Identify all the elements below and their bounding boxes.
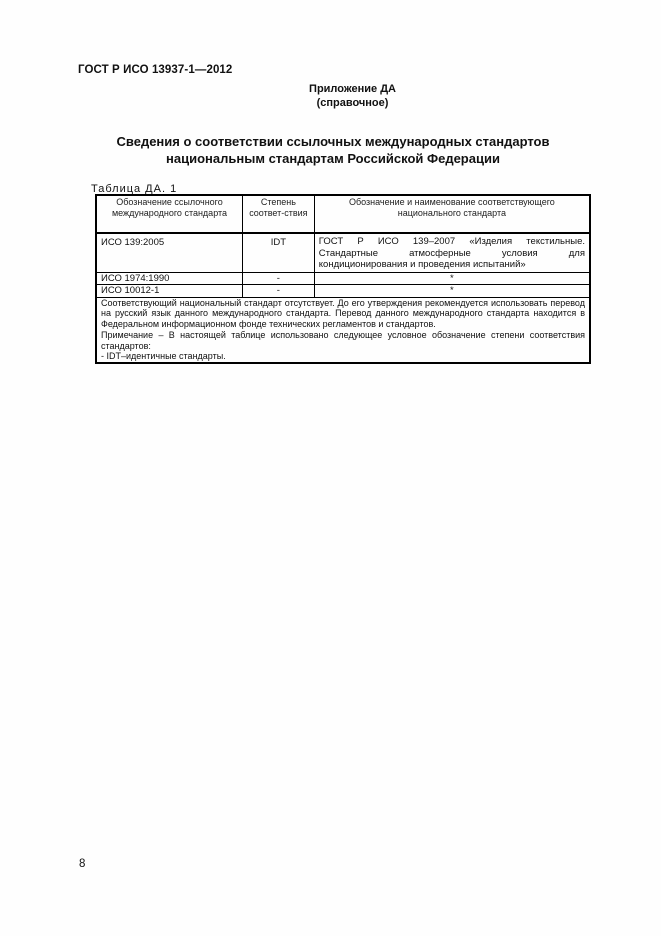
cell-degree: - (243, 272, 315, 285)
table-row (96, 285, 590, 298)
column-header-national: Обозначение и наименование соответствующего национального стандарта (314, 195, 590, 233)
table-caption: Таблица ДА. 1 (91, 183, 178, 195)
heading-line-1: Сведения о соответствии ссылочных международных стандартов (116, 134, 550, 149)
table-note-row (96, 297, 590, 363)
heading-line-2: национальным стандартам Российской Федерации (166, 151, 500, 166)
appendix-subtitle: (справочное) (316, 97, 389, 109)
column-header-degree: Степень соответ-ствия (243, 195, 315, 233)
cell-national: * (314, 285, 590, 298)
table-note (96, 297, 590, 363)
cell-intl: ИСО 139:2005 (96, 233, 243, 272)
note-text-1: Соответствующий национальный стандарт отсутствует. До его утверждения рекомендуется использовать перевод на русский язык данного международного стандарта. Перевод данного международного стандарта находится в Федеральном информационном фонде технических регламентов и стандартов. (101, 297, 585, 330)
note-text-3: - IDT–идентичные стандарты. (101, 351, 226, 362)
appendix-title: Приложение ДА (309, 83, 396, 95)
table-header-row (96, 195, 590, 233)
cell-intl: ИСО 1974:1990 (96, 272, 243, 285)
cell-intl: ИСО 10012-1 (96, 285, 243, 298)
cell-degree: - (243, 285, 315, 298)
page-number: 8 (79, 858, 86, 870)
note-text-2: Примечание – В настоящей таблице использовано следующее условное обозначение степени соответствия стандартов: (101, 329, 585, 351)
appendix-block (0, 82, 661, 110)
cell-national: * (314, 272, 590, 285)
cell-degree: IDT (243, 233, 315, 272)
column-header-intl: Обозначение ссылочного международного стандарта (96, 195, 243, 233)
cell-national: ГОСТ Р ИСО 139–2007 «Изделия текстильные. Стандартные атмосферные условия для кондиционирования и проведения испытаний» (314, 233, 590, 272)
standards-table (95, 194, 591, 364)
table-row (96, 233, 590, 272)
section-heading (78, 133, 588, 167)
table-row (96, 272, 590, 285)
standard-header: ГОСТ Р ИСО 13937-1—2012 (78, 64, 233, 76)
